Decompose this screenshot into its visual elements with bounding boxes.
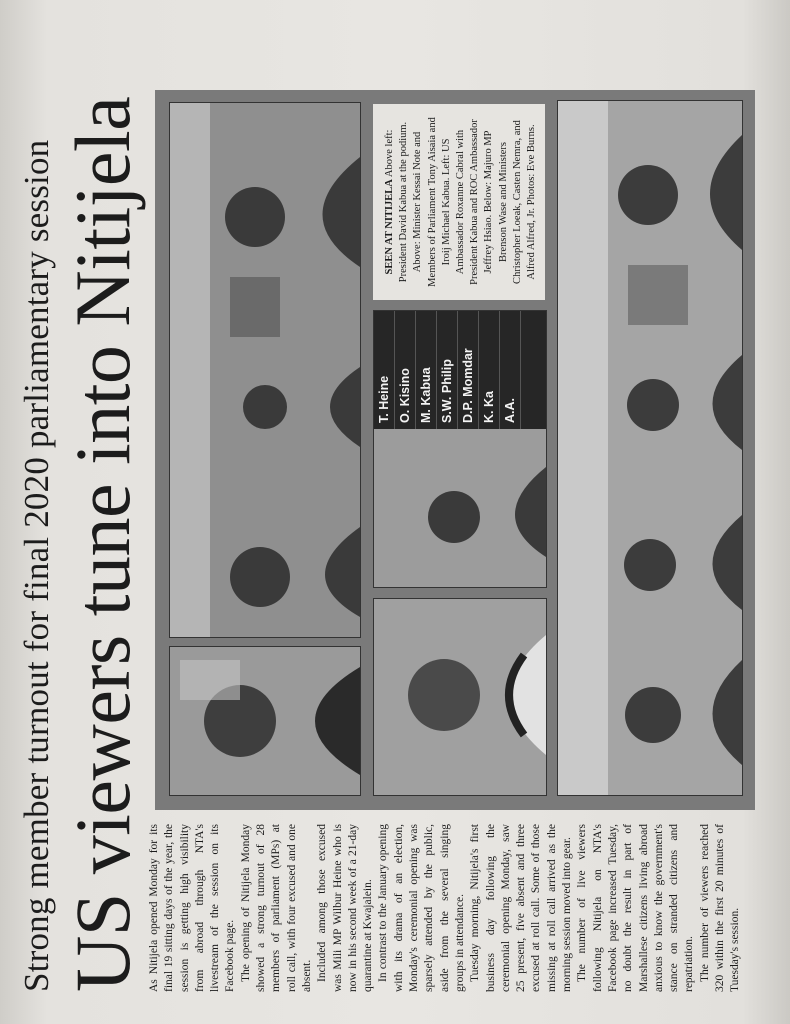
name-board-entry: K. Ka: [479, 311, 500, 429]
photo-mps-and-ministers: [557, 100, 743, 796]
photo-panel: [155, 90, 755, 810]
name-board-entry: D.P. Momdar: [458, 311, 479, 429]
article-body: [147, 824, 767, 992]
name-board-entry: T. Heine: [374, 311, 395, 429]
paragraph: Tuesday morning, Nitijela's first business day following the ceremonial opening Monday, saw 25 present, five absent and three excused at roll call. Some of those missing at roll call arrived as the morning session moved into gear.: [469, 824, 574, 992]
name-board-entry: M. Kabua: [416, 311, 437, 429]
photo-president-roc-ambassador: [373, 310, 547, 588]
paragraph: The number of viewers reached 320 within the first 20 minutes of Tuesday's session.: [698, 824, 742, 992]
paragraph: The number of live viewers following Nitijela on NTA's Facebook page increased Tuesday, no doubt the result in part of Marshallese citizens living abroad anxious to know the government's stance on stranded citizens and repatriation.: [576, 824, 696, 992]
paragraph: As Nitijela opened Monday for its final 19 sitting days of the year, the session is getting high visibility from abroad through NTA's livestream of the session on its Facebook page.: [148, 824, 237, 992]
caption-text: Above left: President David Kabua at the podium. Above: Minister Kessai Note and Members of Parliament Tony Aisaia and Iroij Michael Kabua. Left: US Ambassador Roxanne Cabral with President Kabua and ROC Ambassador Jeffrey Hsiao. Below: Majuro MP Brenson Wase and Ministers Christopher Loeak, Casten Nemra, and Alfred Alfred, Jr. Photos: Eve Burns.: [384, 117, 538, 287]
rotated-page: [15, 32, 775, 992]
photo-caption: [373, 104, 545, 300]
paragraph: The opening of Nitijela Monday showed a strong turnout of 28 members of parliament (MPs) at roll call, with four excused and one absent.: [239, 824, 313, 992]
caption-lead: SEEN AT NITIJELA: [384, 179, 395, 275]
main-headline: US viewers tune into Nitijela: [59, 96, 146, 992]
name-board-entry: S.W. Philip: [437, 311, 458, 429]
name-board: [374, 311, 546, 429]
paragraph: Included among those excused was Mili MP Wilbur Heine who is now in his second week of a 21-day quarantine at Kwajalein.: [316, 824, 375, 992]
photo-ambassador-cabral: [373, 598, 547, 796]
name-board-entry: A.A.: [500, 311, 521, 429]
name-board-entry: O. Kisino: [395, 311, 416, 429]
photo-president-podium: [169, 646, 361, 796]
photo-ministers-seated: [169, 102, 361, 638]
kicker-headline: Strong member turnout for final 2020 parliamentary session: [17, 139, 56, 992]
paragraph: In contrast to the January opening with its drama of an election, Monday's ceremonial opening was sparsely attended by the public, aside from the several singing groups in attendance.: [377, 824, 466, 992]
